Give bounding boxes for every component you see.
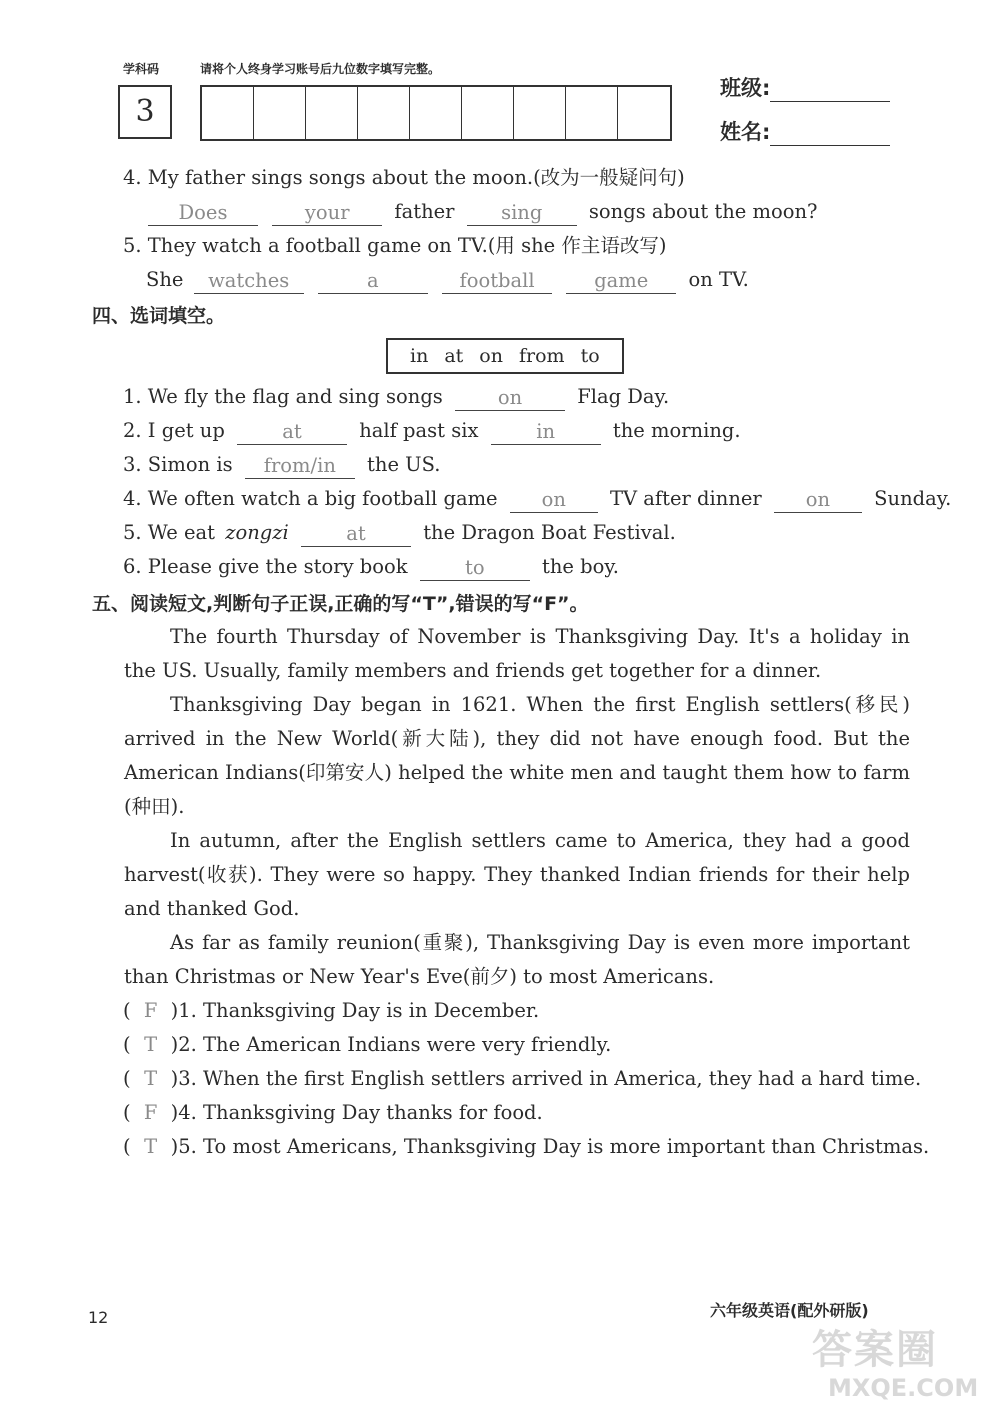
tf-question: ( F )4. Thanksgiving Day thanks for food. xyxy=(123,1099,543,1127)
word-bank-item: in xyxy=(410,345,429,367)
digit-box[interactable] xyxy=(410,87,462,139)
answer-blank[interactable]: Does xyxy=(148,200,258,226)
question-text: 5. We eat xyxy=(123,521,215,544)
answer-blank[interactable]: at xyxy=(301,521,411,547)
question-text: 6. Please give the story book xyxy=(123,555,408,578)
answer-blank[interactable]: on xyxy=(510,487,598,513)
question-text: half past six xyxy=(359,419,479,442)
digit-box[interactable] xyxy=(202,87,254,139)
class-input-line[interactable] xyxy=(770,79,890,102)
question-text: 3. Simon is xyxy=(123,453,233,476)
s4-q1 xyxy=(123,383,669,411)
account-digit-boxes[interactable] xyxy=(200,85,672,141)
s3-q4-prompt: 4. My father sings songs about the moon.(改为一般疑问句) xyxy=(123,166,685,189)
answer-blank[interactable]: game xyxy=(566,268,676,294)
question-text: on TV. xyxy=(688,268,749,291)
answer-blank[interactable]: to xyxy=(420,555,530,581)
question-text: the morning. xyxy=(612,419,741,442)
word-bank-item: from xyxy=(518,345,565,367)
tf-question: ( T )2. The American Indians were very friendly. xyxy=(123,1031,611,1059)
tf-question: ( T )3. When the first English settlers arrived in America, they had a hard time. xyxy=(123,1065,921,1093)
watermark-url: MXQE.COM xyxy=(828,1374,979,1402)
name-field xyxy=(720,116,890,146)
answer-blank[interactable]: on xyxy=(774,487,862,513)
tf-question: ( F )1. Thanksgiving Day is in December. xyxy=(123,997,539,1025)
word-bank xyxy=(386,338,624,374)
digit-box[interactable] xyxy=(462,87,514,139)
class-label: 班级: xyxy=(720,76,771,100)
answer-blank[interactable]: a xyxy=(318,268,428,294)
answer-blank[interactable]: football xyxy=(442,268,552,294)
class-field xyxy=(720,72,890,102)
watermark-logo: 答案圈 xyxy=(812,1327,938,1373)
s4-q4 xyxy=(123,485,951,513)
digit-box[interactable] xyxy=(358,87,410,139)
digit-box[interactable] xyxy=(566,87,618,139)
s3-q4-answer-line xyxy=(148,198,817,226)
answer-blank[interactable]: at xyxy=(237,419,347,445)
word-bank-item: on xyxy=(479,345,503,367)
question-text-italic: zongzi xyxy=(225,521,289,544)
word-bank-item: at xyxy=(444,345,464,367)
passage-paragraph: As far as family reunion(重聚), Thanksgiving Day is even more important than Christmas or New Year's Eve(前夕) to most Americans. xyxy=(124,931,910,988)
instruction-text: 请将个人终身学习账号后九位数字填写完整。 xyxy=(200,62,441,76)
name-input-line[interactable] xyxy=(770,123,890,146)
s4-q6 xyxy=(123,553,619,581)
subject-code-box: 3 xyxy=(118,85,172,139)
page-number: 12 xyxy=(88,1308,109,1327)
tf-question-text: )2. The American Indians were very friendly. xyxy=(170,1033,612,1056)
tf-answer[interactable]: T xyxy=(144,1135,158,1158)
tf-answer[interactable]: F xyxy=(143,1101,158,1124)
answer-blank[interactable]: in xyxy=(491,419,601,445)
tf-question-text: )3. When the first English settlers arrived in America, they had a hard time. xyxy=(170,1067,922,1090)
name-label: 姓名: xyxy=(720,120,771,144)
answer-blank[interactable]: your xyxy=(272,200,382,226)
question-text: 1. We fly the flag and sing songs xyxy=(123,385,443,408)
question-text: father xyxy=(394,200,455,223)
question-text: the US. xyxy=(367,453,441,476)
tf-question-text: )5. To most Americans, Thanksgiving Day is more important than Christmas. xyxy=(170,1135,930,1158)
book-title: 六年级英语(配外研版) xyxy=(710,1301,869,1320)
tf-question-text: )1. Thanksgiving Day is in December. xyxy=(170,999,540,1022)
question-text: songs about the moon? xyxy=(588,200,818,223)
s4-q3 xyxy=(123,451,440,479)
section4-title: 四、选词填空。 xyxy=(92,305,226,327)
reading-passage xyxy=(124,620,910,994)
digit-box[interactable] xyxy=(618,87,670,139)
s3-q5-prompt: 5. They watch a football game on TV.(用 she 作主语改写) xyxy=(123,234,667,257)
question-text: the boy. xyxy=(541,555,619,578)
tf-question-text: )4. Thanksgiving Day thanks for food. xyxy=(170,1101,543,1124)
answer-blank[interactable]: sing xyxy=(467,200,577,226)
tf-answer[interactable]: T xyxy=(144,1067,158,1090)
word-bank-item: to xyxy=(580,345,600,367)
tf-question: ( T )5. To most Americans, Thanksgiving Day is more important than Christmas. xyxy=(123,1133,929,1161)
answer-blank[interactable]: watches xyxy=(194,268,304,294)
question-text: She xyxy=(146,268,184,291)
question-text: TV after dinner xyxy=(610,487,762,510)
digit-box[interactable] xyxy=(306,87,358,139)
passage-paragraph: In autumn, after the English settlers came to America, they had a good harvest(收获). They were so happy. They thanked Indian friends for their help and thanked God. xyxy=(124,829,910,920)
s3-q5-answer-line xyxy=(146,266,749,294)
passage-paragraph: Thanksgiving Day began in 1621. When the first English settlers(移民) arrived in the New World(新大陆), they did not have enough food. But the American Indians(印第安人) helped the white men and taught them how to farm (种田). xyxy=(124,693,910,818)
answer-blank[interactable]: on xyxy=(455,385,565,411)
digit-box[interactable] xyxy=(514,87,566,139)
tf-answer[interactable]: T xyxy=(144,1033,158,1056)
s4-q2 xyxy=(123,417,741,445)
question-text: the Dragon Boat Festival. xyxy=(423,521,676,544)
subject-code-label: 学科码 xyxy=(123,62,160,76)
section5-title: 五、阅读短文,判断句子正误,正确的写“T”,错误的写“F”。 xyxy=(92,593,589,615)
tf-answer[interactable]: F xyxy=(143,999,158,1022)
question-text: Sunday. xyxy=(874,487,952,510)
passage-paragraph: The fourth Thursday of November is Thanksgiving Day. It's a holiday in the US. Usually, family members and friends get together for a dinner. xyxy=(124,625,910,682)
question-text: 4. We often watch a big football game xyxy=(123,487,498,510)
s4-q5 xyxy=(123,519,676,547)
digit-box[interactable] xyxy=(254,87,306,139)
answer-blank[interactable]: from/in xyxy=(245,453,355,479)
question-text: Flag Day. xyxy=(577,385,670,408)
question-text: 2. I get up xyxy=(123,419,225,442)
